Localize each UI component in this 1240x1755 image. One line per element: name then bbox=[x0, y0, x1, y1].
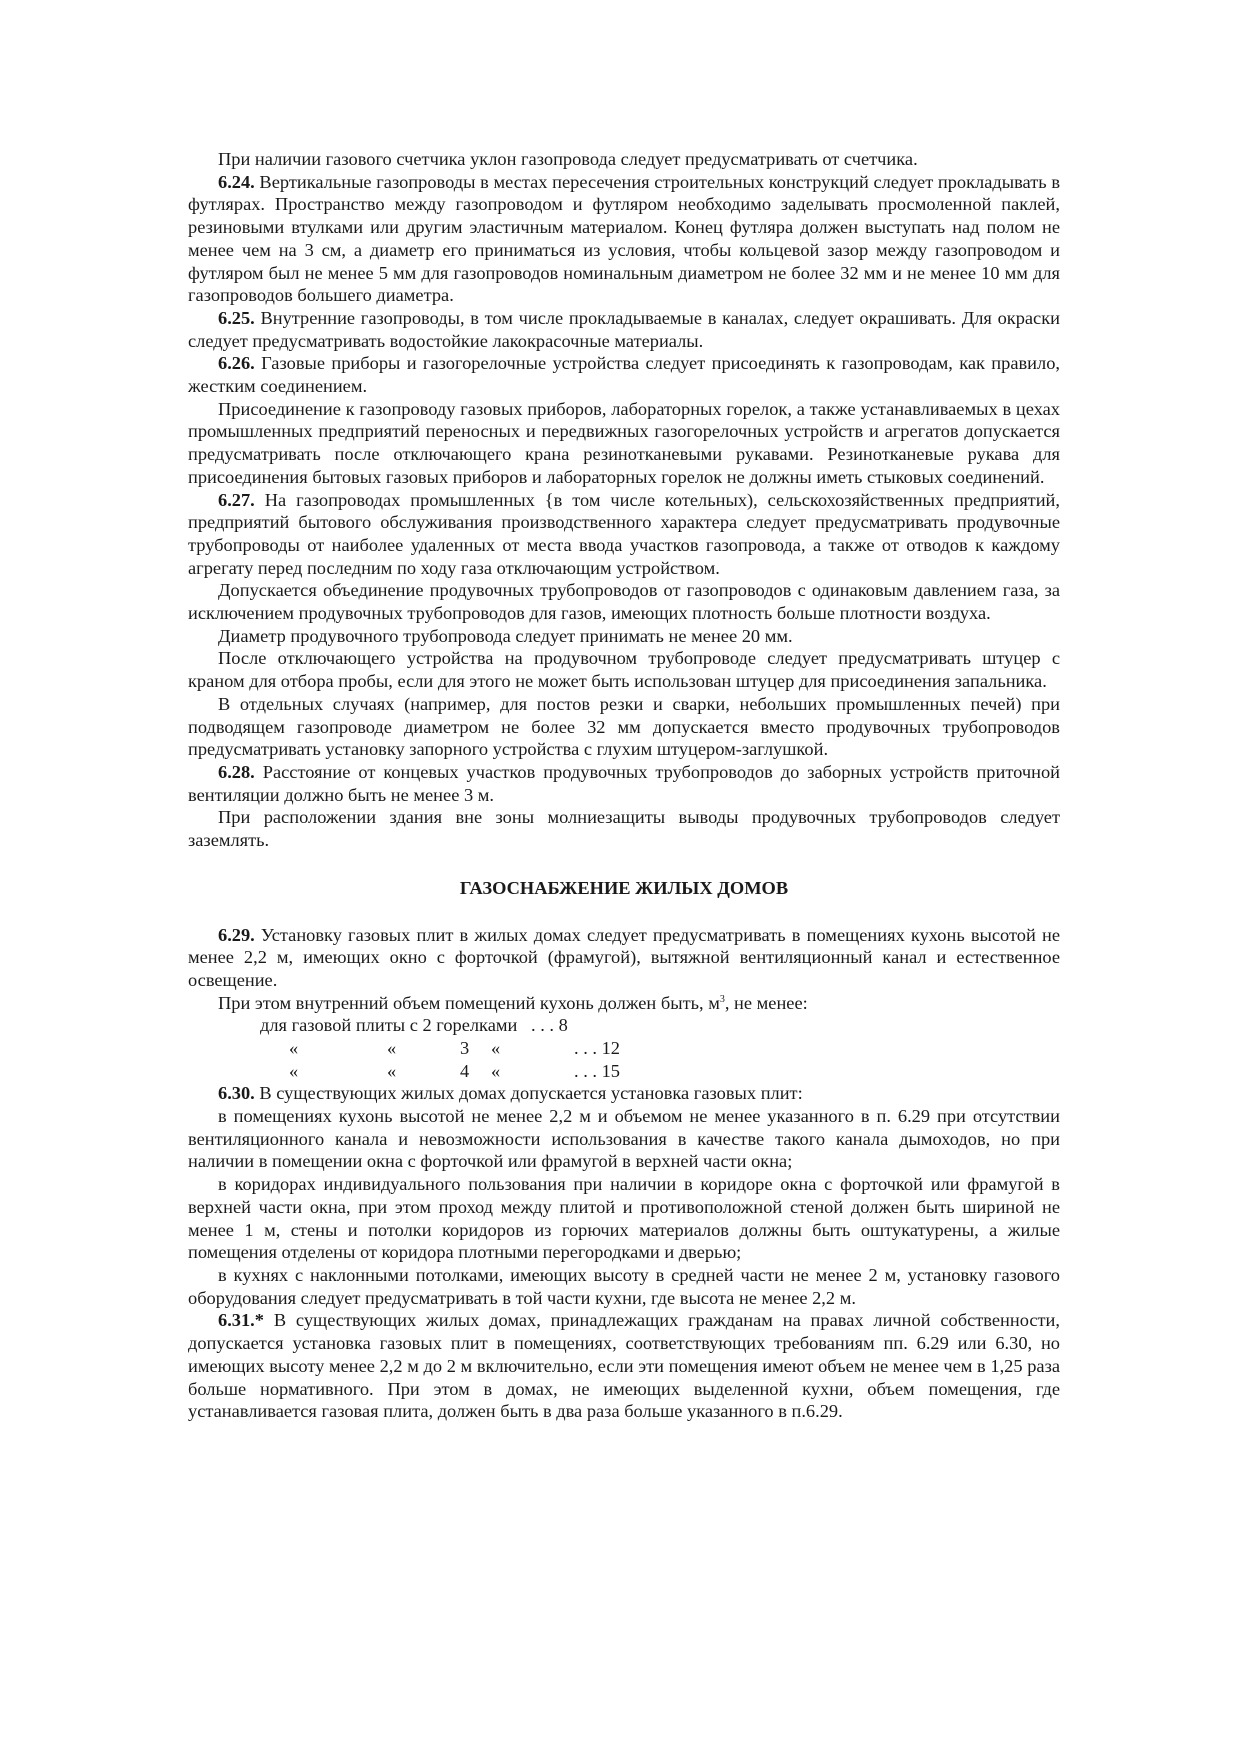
section-heading: ГАЗОСНАБЖЕНИЕ ЖИЛЫХ ДОМОВ bbox=[459, 877, 789, 898]
clause-number: 6.30. bbox=[218, 1083, 255, 1104]
paragraph-text: в помещениях кухонь высотой не менее 2,2 м и объемом не менее указанного в п. 6.29 при отсутствии вентиляционного канала и невозможности использования в качестве такого канала дымоходов, но при наличии в помещении окна с форточкой или фрамугой в верхней части окна; bbox=[188, 1106, 1060, 1172]
volume-intro bbox=[188, 992, 1060, 1015]
volume-cell-ditto: « bbox=[491, 1038, 501, 1058]
paragraph-text: В существующих жилых домах, принадлежащих гражданам на правах личной собственности, допускается установка газовых плит в помещениях, соответствующих требованиям пп. 6.29 или 6.30, но имеющих высоту менее 2,2 м до 2 м включительно, если эти помещения имеют объем не менее чем в 1,25 раза больше нормативного. При этом в домах, не имеющих выделенной кухни, объем помещения, где устанавливается газовая плита, должен быть в два раза больше указанного в п.6.29. bbox=[188, 1310, 1060, 1422]
paragraph-text: Вертикальные газопроводы в местах пересечения строительных конструкций следует прокладывать в футлярах. Пространство между газопроводом и футляром необходимо заделывать просмоленной паклей, резиновыми втулками или другим эластичным материалом. Конец футляра должен выступать над полом не менее чем на 3 см, а диаметр его приниматься из условия, чтобы кольцевой зазор между газопроводом и футляром был не менее 5 мм для газопроводов номинальным диаметром не более 32 мм и не менее 10 мм для газопроводов большего диаметра. bbox=[188, 171, 1060, 306]
paragraph-text: При наличии газового счетчика уклон газопровода следует предусматривать от счетчика. bbox=[218, 149, 918, 169]
volume-row bbox=[188, 1060, 1060, 1083]
clause-number: 6.27. bbox=[218, 489, 255, 510]
paragraph bbox=[188, 761, 1060, 806]
volume-cell-ditto: « bbox=[289, 1038, 299, 1058]
paragraph-text: Газовые приборы и газогорелочные устройства следует присоединять к газопроводам, как правило, жестким соединением. bbox=[188, 353, 1060, 397]
paragraph bbox=[188, 307, 1060, 352]
clause-number: 6.29. bbox=[218, 924, 255, 945]
volume-cell-ditto: « bbox=[387, 1038, 397, 1058]
volume-intro-tail: , не менее: bbox=[724, 992, 808, 1013]
paragraph bbox=[188, 579, 1060, 624]
paragraph-text: В отдельных случаях (например, для постов резки и сварки, небольших промышленных печей) при подводящем газопроводе диаметром не более 32 мм допускается вместо продувочных трубопроводов предусматривать установку запорного устройства с глухим штуцером-заглушкой. bbox=[188, 693, 1060, 760]
paragraph bbox=[188, 1309, 1060, 1423]
volume-table bbox=[188, 1014, 1060, 1082]
clause-number: 6.25. bbox=[218, 307, 255, 328]
volume-row bbox=[188, 1037, 1060, 1060]
paragraph-text: Допускается объединение продувочных трубопроводов от газопроводов с одинаковым давлением газа, за исключением продувочных трубопроводов для газов, имеющих плотность больше плотности воздуха. bbox=[188, 580, 1060, 624]
paragraph bbox=[188, 1264, 1060, 1309]
volume-cell-value: . . . 15 bbox=[574, 1060, 620, 1081]
volume-cell-ditto: « bbox=[289, 1060, 299, 1081]
volume-cell-burners: 3 bbox=[460, 1038, 470, 1058]
volume-row bbox=[188, 1014, 1060, 1037]
unit-superscript: 3 bbox=[719, 993, 725, 1005]
paragraph-text: В существующих жилых домах допускается установка газовых плит: bbox=[254, 1083, 803, 1104]
paragraph bbox=[188, 489, 1060, 580]
paragraph bbox=[188, 1105, 1060, 1173]
paragraph-text: Диаметр продувочного трубопровода следует принимать не менее 20 мм. bbox=[218, 625, 793, 646]
volume-cell-ditto: « bbox=[387, 1060, 397, 1081]
clause-number: 6.26. bbox=[218, 353, 255, 374]
clause-number: 6.31.* bbox=[218, 1310, 264, 1331]
paragraphs-top bbox=[188, 148, 1060, 852]
document-page bbox=[188, 148, 1060, 1423]
clause-number: 6.24. bbox=[218, 171, 255, 192]
paragraph-text: На газопроводах промышленных {в том числе котельных), сельскохозяйственных предприятий, предприятий бытового обслуживания производственного характера следует предусматривать продувочные трубопроводы от наиболее удаленных от места ввода участков газопровода, а также от отводов к каждому агрегату перед последним по ходу газа отключающим устройством. bbox=[188, 489, 1060, 578]
volume-cell-value: . . . 8 bbox=[531, 1015, 568, 1036]
paragraph-text: Расстояние от концевых участков продувочных трубопроводов до заборных устройств приточной вентиляции должно быть не менее 3 м. bbox=[188, 761, 1060, 805]
paragraphs-bottom bbox=[188, 1082, 1060, 1423]
paragraph bbox=[188, 924, 1060, 992]
volume-cell-burners: 4 bbox=[460, 1060, 470, 1081]
paragraph-text: Присоединение к газопроводу газовых приборов, лабораторных горелок, а также устанавливаемых в цехах промышленных предприятий переносных и передвижных газогорелочных устройств и агрегатов допускается предусматривать после отключающего крана резинотканевыми рукавами. Резинотканевые рукава для присоединения бытовых газовых приборов и лабораторных горелок не должны иметь стыковых соединений. bbox=[188, 398, 1060, 487]
paragraph bbox=[188, 352, 1060, 397]
paragraph bbox=[188, 625, 1060, 648]
paragraph bbox=[188, 398, 1060, 489]
paragraph bbox=[188, 148, 1060, 171]
paragraph bbox=[188, 647, 1060, 692]
volume-intro-text: При этом внутренний объем помещений кухонь должен быть, м bbox=[218, 992, 720, 1013]
paragraph-text: После отключающего устройства на продувочном трубопроводе следует предусматривать штуцер с краном для отбора пробы, если для этого не может быть использован штуцер для присоединения запальника. bbox=[188, 648, 1060, 692]
paragraph-text: Внутренние газопроводы, в том числе прокладываемые в каналах, следует окрашивать. Для окраски следует предусматривать водостойкие лакокрасочные материалы. bbox=[188, 307, 1060, 351]
paragraph bbox=[188, 1082, 1060, 1105]
paragraph bbox=[188, 693, 1060, 761]
volume-cell-ditto: « bbox=[491, 1060, 501, 1081]
clause-number: 6.28. bbox=[218, 761, 255, 782]
paragraph bbox=[188, 806, 1060, 851]
paragraph-text: Установку газовых плит в жилых домах следует предусматривать в помещениях кухонь высотой не менее 2,2 м, имеющих окно с форточкой (фрамугой), вытяжной вентиляционный канал и естественное освещение. bbox=[188, 924, 1060, 990]
paragraph bbox=[188, 171, 1060, 307]
paragraph-text: в кухнях с наклонными потолками, имеющих высоту в средней части не менее 2 м, установку газового оборудования следует предусматривать в той части кухни, где высота не менее 2,2 м. bbox=[188, 1265, 1060, 1308]
paragraph bbox=[188, 1173, 1060, 1264]
paragraph-text: в коридорах индивидуального пользования при наличии в коридоре окна с форточкой или фрамугой в верхней части окна, при этом проход между плитой и противоположной стеной должен быть шириной не менее 1 м, стены и потолки коридоров из горючих материалов должны быть оштукатурены, а жилые помещения отделены от коридора плотными перегородками и дверью; bbox=[188, 1174, 1060, 1263]
volume-cell-label: для газовой плиты с 2 горелками bbox=[260, 1015, 518, 1036]
paragraph-text: При расположении здания вне зоны молниезащиты выводы продувочных трубопроводов следует заземлять. bbox=[188, 807, 1060, 851]
volume-cell-value: . . . 12 bbox=[574, 1038, 620, 1058]
